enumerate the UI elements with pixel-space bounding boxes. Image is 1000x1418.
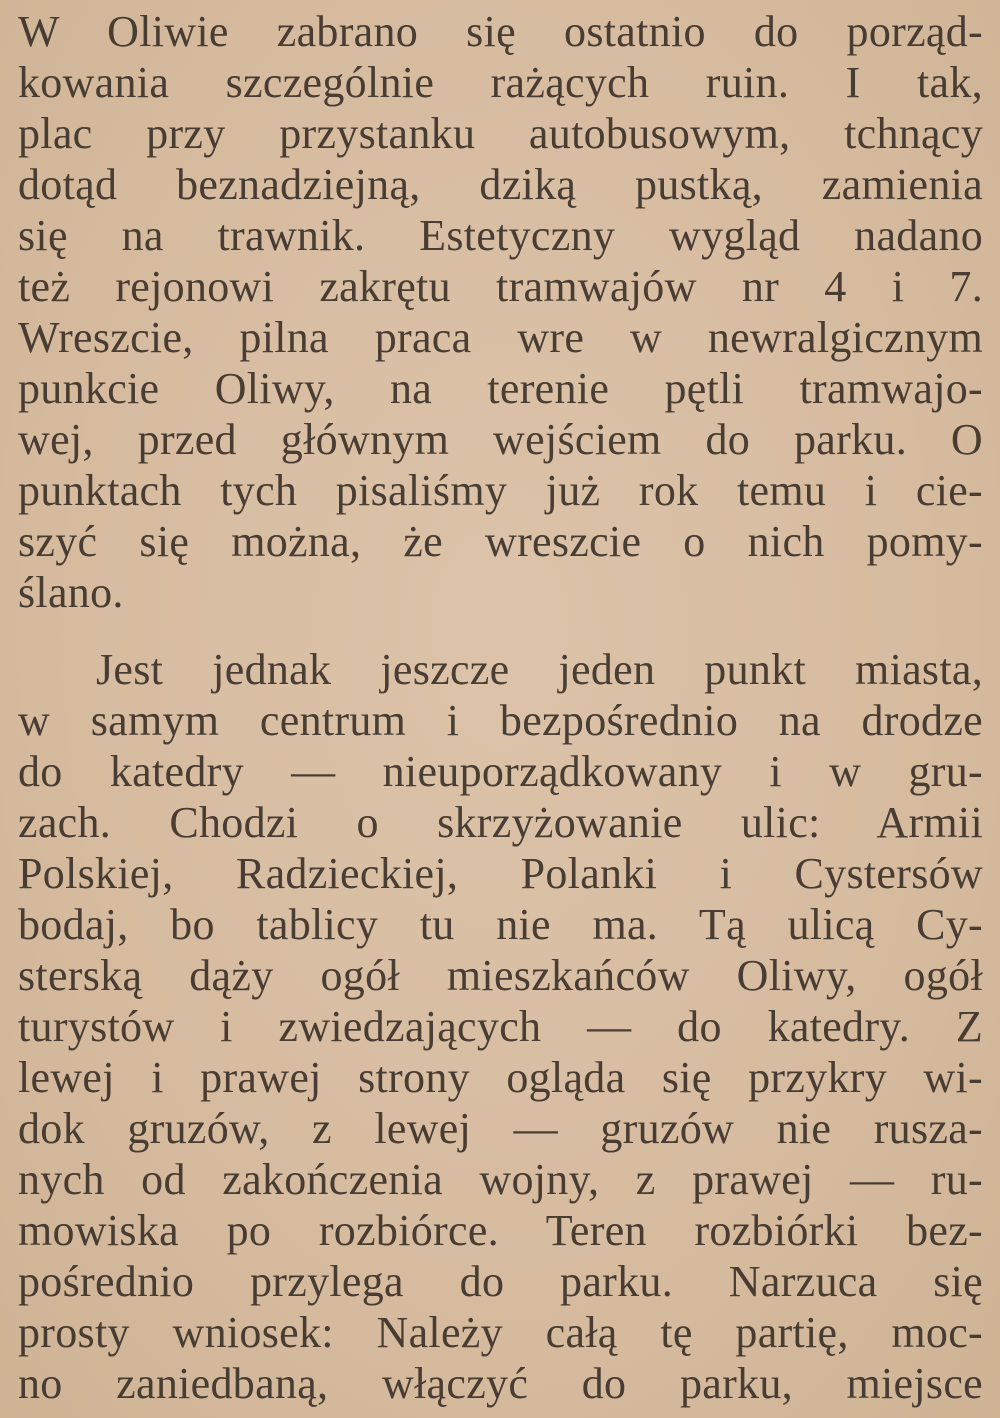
- text-line: punkcie Oliwy, na terenie pętli tramwajo-: [18, 364, 983, 413]
- text-line: W Oliwie zabrano się ostatnio do porząd-: [18, 7, 983, 56]
- text-line: bodaj, bo tablicy tu nie ma. Tą ulicą Cy-: [18, 900, 983, 949]
- text-line: turystów i zwiedzających — do katedry. Z: [18, 1002, 983, 1051]
- text-line: Jest jednak jeszcze jeden punkt miasta,: [96, 645, 983, 694]
- text-line: się na trawnik. Estetyczny wygląd nadano: [18, 211, 983, 260]
- text-line: ślano.: [18, 568, 124, 617]
- text-line: lewej i prawej strony ogląda się przykry wi-: [18, 1053, 983, 1102]
- text-line: Polskiej, Radzieckiej, Polanki i Cystersów: [18, 849, 983, 898]
- text-line: też rejonowi zakrętu tramwajów nr 4 i 7.: [18, 262, 983, 311]
- text-line: sterską dąży ogół mieszkańców Oliwy, ogół: [18, 951, 983, 1000]
- text-line: wej, przed głównym wejściem do parku. O: [18, 415, 983, 464]
- text-line: zach. Chodzi o skrzyżowanie ulic: Armii: [18, 798, 983, 847]
- text-line: punktach tych pisaliśmy już rok temu i cie-: [18, 466, 983, 515]
- text-line: dotąd beznadziejną, dziką pustką, zamienia: [18, 160, 983, 209]
- text-line: prosty wniosek: Należy całą tę partię, moc-: [18, 1308, 983, 1357]
- text-line: plac przy przystanku autobusowym, tchnący: [18, 109, 983, 158]
- text-line: pośrednio przylega do parku. Narzuca się: [18, 1257, 983, 1306]
- text-line: szyć się można, że wreszcie o nich pomy-: [18, 517, 983, 566]
- text-line: no zaniedbaną, włączyć do parku, miejsce: [18, 1359, 983, 1408]
- text-line: nych od zakończenia wojny, z prawej — ru-: [18, 1155, 983, 1204]
- article-paragraph-1: [18, 6, 983, 618]
- text-line: Wreszcie, pilna praca wre w newralgicznym: [18, 313, 983, 362]
- text-line: do katedry — nieuporządkowany i w gru-: [18, 747, 983, 796]
- text-line: mowiska po rozbiórce. Teren rozbiórki bez-: [18, 1206, 983, 1255]
- text-line: dok gruzów, z lewej — gruzów nie rusza-: [18, 1104, 983, 1153]
- text-line: kowania szczególnie rażących ruin. I tak,: [18, 58, 983, 107]
- article-paragraph-2: [18, 644, 983, 1409]
- text-line: w samym centrum i bezpośrednio na drodze: [18, 696, 983, 745]
